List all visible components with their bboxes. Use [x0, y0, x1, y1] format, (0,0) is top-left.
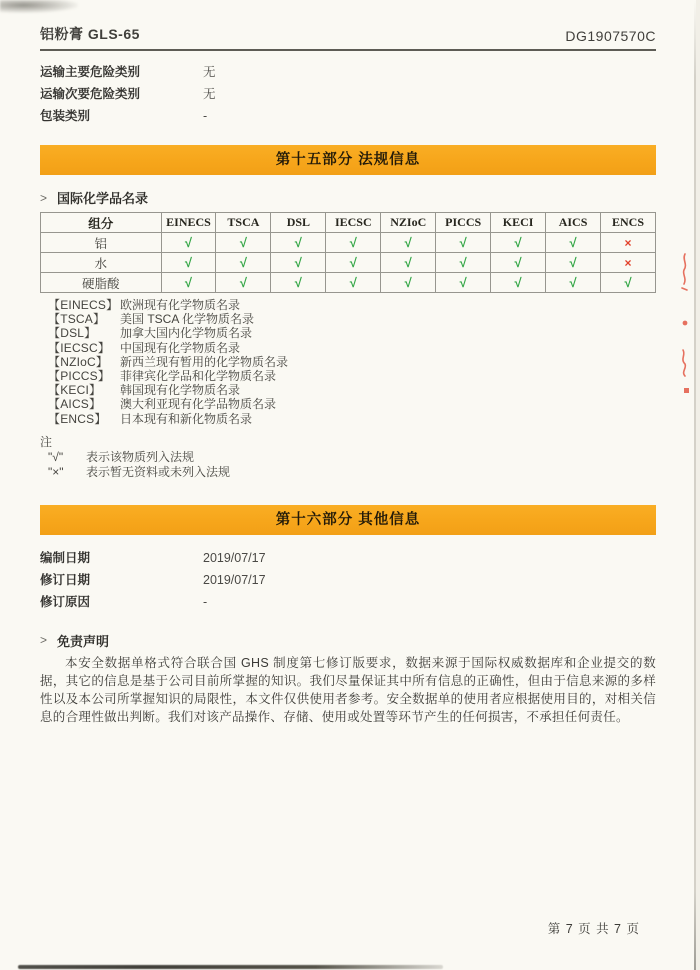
field-value: -	[203, 109, 208, 123]
column-header: KECI	[491, 213, 546, 233]
legend-item	[48, 397, 656, 411]
legend-description: 韩国现有化学物质名录	[120, 383, 241, 398]
note-text: 表示暂无资料或未列入法规	[86, 465, 231, 480]
red-pen-dot	[682, 386, 692, 396]
column-header: PICCS	[436, 213, 491, 233]
subsection-title: 国际化学品名录	[57, 191, 149, 206]
disclaimer-title: 免责声明	[57, 633, 110, 649]
red-pen-annotation	[677, 348, 691, 382]
component-name: 硬脂酸	[41, 273, 162, 293]
listed-mark: ×	[601, 233, 656, 253]
document-header	[40, 0, 656, 44]
legend-description: 欧洲现有化学物质名录	[120, 298, 241, 312]
listed-mark: √	[381, 253, 436, 273]
listed-mark: √	[161, 253, 216, 273]
header-divider	[40, 49, 656, 51]
legend-description: 菲律宾化学品和化学物质名录	[120, 369, 277, 384]
legend-code: 【NZIoC】	[48, 354, 109, 369]
legend-item	[48, 326, 656, 340]
note-line	[40, 465, 656, 481]
page-content	[40, 0, 656, 727]
column-header: AICS	[546, 213, 601, 233]
listed-mark: √	[271, 273, 326, 293]
red-pen-annotation	[678, 252, 692, 292]
document-number: DG1907570C	[565, 28, 656, 44]
table-row	[41, 233, 656, 253]
listed-mark: √	[546, 273, 601, 293]
scan-smudge-bottom	[18, 965, 443, 969]
field-label: 编制日期	[40, 550, 91, 565]
listed-mark: √	[381, 233, 436, 253]
table-note	[40, 435, 656, 481]
legend-description: 日本现有和新化物质名录	[120, 411, 253, 426]
chevron-right-icon: >	[40, 190, 48, 205]
column-header: IECSC	[326, 213, 381, 233]
chemical-inventory-table	[40, 212, 656, 293]
legend-description: 美国 TSCA 化学物质名录	[120, 312, 255, 327]
legend-code: 【AICS】	[48, 397, 102, 412]
scan-edge-line	[694, 0, 696, 970]
listed-mark: √	[381, 273, 436, 293]
listed-mark: √	[271, 233, 326, 253]
note-symbol: "×"	[48, 465, 64, 480]
disclaimer-section	[40, 631, 656, 727]
field-value: 2019/07/17	[203, 572, 266, 587]
legend-description: 中国现有化学物质名录	[120, 340, 241, 355]
listed-mark: √	[601, 273, 656, 293]
column-header: TSCA	[216, 213, 271, 233]
legend-description: 新西兰现有暂用的化学物质名录	[120, 354, 289, 369]
listed-mark: √	[546, 233, 601, 253]
listed-mark: √	[326, 273, 381, 293]
disclaimer-text: 本安全数据单格式符合联合国 GHS 制度第七修订版要求，数据来源于国际权威数据库和企业提交的数据，其它的信息是基于公司目前所掌握的知识。我们尽量保证其中所有信息的正确性，但由于信息来源的多样性以及本公司所掌握知识的局限性，本文件仅供使用者参考。安全数据单的使用者应根据使用目的，对相关信息的合理性做出判断。我们对该产品操作、存储、使用或处置等环节产生的任何损害，不承担任何责任。	[40, 655, 656, 725]
field-label: 运输次要危险类别	[40, 87, 141, 101]
field-value: 无	[203, 65, 216, 79]
revision-row	[40, 547, 656, 569]
legend-code: 【ENCS】	[48, 411, 107, 426]
note-symbol: "√"	[48, 449, 64, 464]
listed-mark: √	[436, 233, 491, 253]
listed-mark: √	[436, 273, 491, 293]
field-value: -	[203, 594, 208, 609]
red-pen-dot	[680, 318, 690, 328]
section16-banner: 第十六部分 其他信息	[40, 505, 656, 535]
component-name: 铝	[41, 233, 162, 253]
listed-mark: √	[326, 253, 381, 273]
legend-item	[48, 341, 656, 355]
legend-description: 澳大利亚现有化学品物质名录	[120, 397, 277, 412]
legend-code: 【TSCA】	[48, 312, 106, 327]
table-row	[41, 273, 656, 293]
legend-description: 加拿大国内化学物质名录	[120, 326, 253, 341]
column-header: NZIoC	[381, 213, 436, 233]
field-label: 修订日期	[40, 572, 91, 587]
legend-code: 【IECSC】	[48, 340, 111, 355]
legend-code: 【PICCS】	[48, 369, 111, 384]
listed-mark: √	[491, 253, 546, 273]
listed-mark: √	[491, 233, 546, 253]
transport-row	[40, 61, 656, 83]
section15-banner: 第十五部分 法规信息	[40, 145, 656, 175]
scan-edge-strip	[696, 0, 700, 970]
field-value: 无	[203, 87, 216, 101]
field-label: 包装类别	[40, 109, 91, 123]
revision-info	[40, 547, 656, 613]
scan-smudge-top	[0, 0, 78, 13]
note-title: 注	[40, 434, 53, 449]
legend-item	[48, 298, 656, 312]
listed-mark: √	[216, 233, 271, 253]
listed-mark: √	[326, 233, 381, 253]
listed-mark: √	[546, 253, 601, 273]
chevron-right-icon: >	[40, 633, 48, 648]
note-line	[40, 450, 656, 466]
inventory-legend	[40, 298, 656, 426]
page-number: 第 7 页 共 7 页	[547, 922, 640, 936]
column-header: 组分	[41, 213, 162, 233]
listed-mark: √	[271, 253, 326, 273]
legend-item	[48, 312, 656, 326]
field-value: 2019/07/17	[203, 550, 266, 565]
note-text: 表示该物质列入法规	[86, 449, 195, 464]
legend-item	[48, 355, 656, 369]
table-row	[41, 253, 656, 273]
listed-mark: √	[161, 273, 216, 293]
listed-mark: ×	[601, 253, 656, 273]
subsection-heading	[40, 188, 656, 207]
legend-code: 【EINECS】	[48, 298, 119, 312]
table-header-row	[41, 213, 656, 233]
transport-info	[40, 61, 656, 127]
revision-row	[40, 591, 656, 613]
component-name: 水	[41, 253, 162, 273]
transport-row	[40, 105, 656, 127]
listed-mark: √	[436, 253, 491, 273]
disclaimer-heading	[40, 631, 656, 650]
listed-mark: √	[216, 253, 271, 273]
column-header: ENCS	[601, 213, 656, 233]
legend-item	[48, 412, 656, 426]
column-header: DSL	[271, 213, 326, 233]
revision-row	[40, 569, 656, 591]
listed-mark: √	[216, 273, 271, 293]
listed-mark: √	[161, 233, 216, 253]
transport-row	[40, 83, 656, 105]
legend-item	[48, 383, 656, 397]
column-header: EINECS	[161, 213, 216, 233]
product-name: 铝粉膏 GLS-65	[40, 26, 140, 42]
field-label: 修订原因	[40, 594, 91, 609]
legend-item	[48, 369, 656, 383]
legend-code: 【DSL】	[48, 326, 97, 341]
field-label: 运输主要危险类别	[40, 65, 141, 79]
listed-mark: √	[491, 273, 546, 293]
legend-code: 【KECI】	[48, 383, 102, 398]
